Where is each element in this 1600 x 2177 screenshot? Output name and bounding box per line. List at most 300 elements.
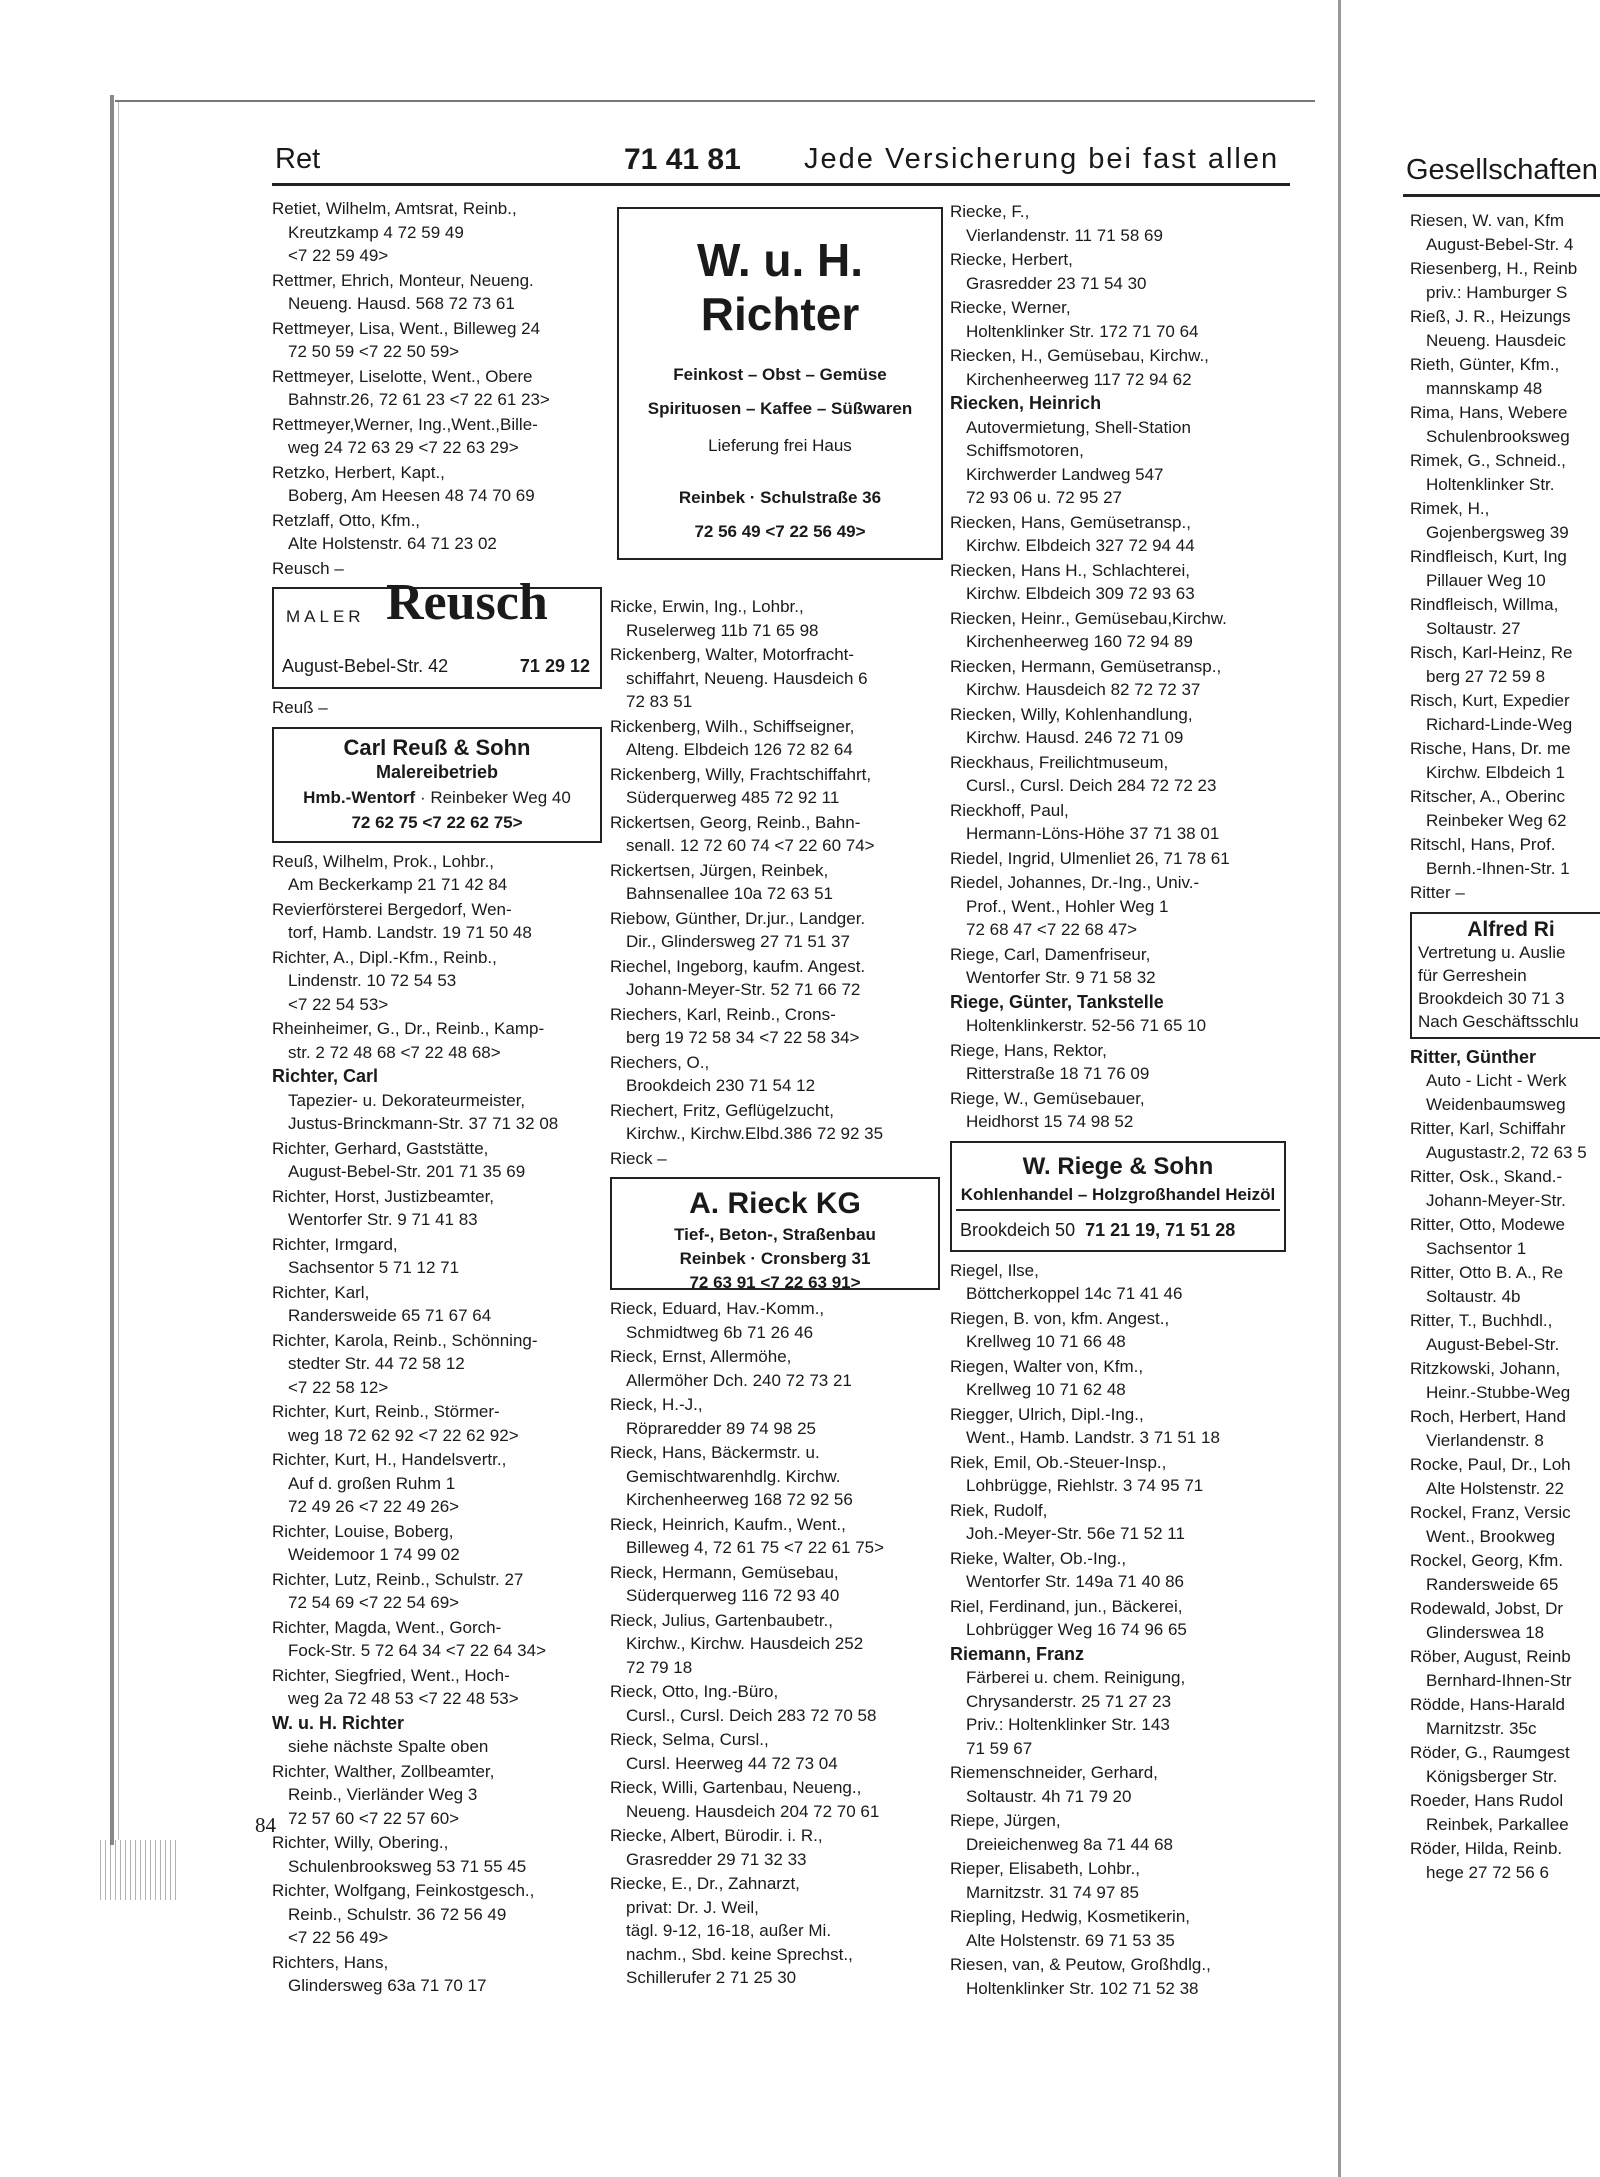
directory-entry [610, 955, 940, 1002]
entry-detail: Schiffsmotoren, [966, 441, 1084, 460]
column-4 [1410, 209, 1600, 1885]
directory-entry [272, 1951, 602, 1998]
entry-detail: mannskamp 48 [1426, 378, 1543, 398]
entry-name: Richter, Horst, Justizbeamter, [272, 1186, 495, 1206]
directory-entry [1410, 1046, 1600, 1117]
entry-name: Richter, Walther, Zollbeamter, [272, 1761, 495, 1781]
entry-name: Rieck, Otto, Ing.-Büro, [610, 1682, 779, 1701]
directory-entry [950, 991, 1286, 1038]
entry-detail: Heinr.-Stubbe-Weg [1426, 1382, 1571, 1402]
entry-detail: Schillerufer 2 71 25 30 [626, 1968, 797, 1987]
entry-detail: Fock-Str. 5 72 64 34 <7 22 64 34> [288, 1641, 547, 1660]
entry-detail: Reinb., Schulstr. 36 72 56 49 [288, 1904, 507, 1924]
entry-detail: Reinbek, Parkallee [1426, 1814, 1569, 1834]
directory-entry [610, 1513, 940, 1560]
header-range: Ret [275, 143, 321, 175]
directory-entry [610, 1776, 940, 1823]
ad-reusch [272, 574, 602, 689]
entry-detail: Glindersweg 63a 71 70 17 [288, 1976, 487, 1995]
ad-richter-name: W. u. H. Richter [696, 234, 864, 340]
directory-entry [950, 1499, 1286, 1546]
entry-name: Rodewald, Jobst, Dr [1410, 1599, 1564, 1618]
directory-entry [1410, 689, 1600, 736]
entry-name: Riege, Günter, Tankstelle [950, 991, 1164, 1012]
entry-name: Riesen, W. van, Kfm [1410, 211, 1564, 230]
entry-detail: Holtenklinkerstr. 52-56 71 65 10 [966, 1016, 1207, 1035]
entry-detail: August-Bebel-Str. [1426, 1334, 1560, 1354]
directory-entry [950, 847, 1286, 871]
entry-detail: weg 24 72 63 29 <7 22 63 29> [288, 438, 519, 457]
entry-detail: Schulenbrooksweg 53 71 55 45 [288, 1856, 527, 1876]
directory-entry [610, 1680, 940, 1727]
entry-name: Rettmeyer, Liselotte, Went., Obere [272, 366, 533, 386]
entry-detail: Glinderswea 18 [1426, 1622, 1545, 1642]
entry-detail: Lohbrügger Weg 16 74 96 65 [966, 1620, 1187, 1639]
directory-entry [1410, 1117, 1600, 1164]
ad-reuss-street: · Reinbeker Weg 40 [415, 787, 571, 807]
directory-entry [1410, 1837, 1600, 1884]
entry-detail: nachm., Sbd. keine Sprechst., [626, 1944, 853, 1964]
entry-detail: stedter Str. 44 72 58 12 [288, 1354, 465, 1373]
directory-entry [1410, 1453, 1600, 1500]
entry-detail: Johann-Meyer-Str. [1426, 1190, 1566, 1210]
entry-name: Röder, G., Raumgest [1410, 1743, 1570, 1762]
entry-list [610, 1297, 940, 1990]
entry-detail: Kirchw. Elbdeich 309 72 93 63 [966, 584, 1195, 603]
entry-detail: 72 50 59 <7 22 50 59> [288, 342, 460, 361]
directory-entry [950, 1905, 1286, 1952]
directory-entry [610, 1393, 940, 1440]
directory-entry [272, 413, 602, 460]
directory-entry [1410, 1357, 1600, 1404]
directory-entry [272, 1065, 602, 1136]
directory-entry [950, 1595, 1286, 1642]
entry-detail: Soltaustr. 4h 71 79 20 [966, 1786, 1132, 1806]
directory-entry [1410, 737, 1600, 784]
ad-riege-street: Brookdeich 50 [960, 1219, 1076, 1240]
directory-entry [610, 1824, 940, 1871]
ad-riege [950, 1141, 1286, 1252]
entry-name: Richter, Lutz, Reinb., Schulstr. 27 [272, 1569, 524, 1589]
entry-detail: tägl. 9-12, 16-18, außer Mi. [626, 1921, 832, 1940]
entry-detail: Billeweg 4, 72 61 75 <7 22 61 75> [626, 1538, 885, 1557]
directory-entry [272, 1831, 602, 1878]
directory-entry [1410, 881, 1600, 905]
directory-entry [950, 392, 1286, 510]
entry-name: Riecke, Albert, Bürodir. i. R., [610, 1826, 823, 1845]
entry-detail: Kirchw., Kirchw.Elbd.386 72 92 35 [626, 1124, 884, 1143]
entry-name: Riedel, Johannes, Dr.-Ing., Univ.- [950, 873, 1200, 892]
entry-detail: Holtenklinker Str. 102 71 52 38 [966, 1978, 1199, 1998]
entry-name: Retzlaff, Otto, Kfm., [272, 510, 421, 530]
entry-name: Riemenschneider, Gerhard, [950, 1763, 1158, 1782]
entry-detail: Reinb., Vierländer Weg 3 [288, 1785, 478, 1804]
directory-entry [272, 1400, 602, 1447]
directory-entry [1410, 497, 1600, 544]
entry-detail: Kirchenheerweg 168 72 92 56 [626, 1490, 853, 1509]
directory-entry [950, 1547, 1286, 1594]
entry-name: Rickertsen, Jürgen, Reinbek, [610, 860, 829, 880]
entry-detail: August-Bebel-Str. 4 [1426, 234, 1574, 254]
entry-detail: Went., Brookweg [1426, 1526, 1556, 1546]
directory-entry [1410, 257, 1600, 304]
entry-detail: Kirchenheerweg 117 72 94 62 [966, 369, 1192, 389]
ad-reusch-phone: 71 29 12 [519, 656, 590, 676]
ad-reuss-town: Hmb.-Wentorf [303, 787, 416, 807]
directory-entry [610, 1609, 940, 1680]
ad-richter-line2: Spirituosen – Kaffee – Süßwaren [647, 399, 913, 418]
entry-name: Richter, Willy, Obering., [272, 1833, 449, 1852]
directory-entry [610, 1147, 940, 1171]
entry-name: Rockel, Franz, Versic [1410, 1503, 1571, 1522]
entry-detail: Süderquerweg 116 72 93 40 [626, 1586, 840, 1605]
entry-detail: <7 22 58 12> [288, 1377, 389, 1397]
entry-detail: Randersweide 65 71 67 64 [288, 1306, 492, 1325]
directory-entry [950, 1259, 1286, 1306]
entry-detail: Gojenbergsweg 39 [1426, 522, 1569, 542]
ad-alfred-line2: für Gerreshein [1418, 965, 1527, 985]
entry-detail: Cursl., Cursl. Deich 284 72 72 23 [966, 776, 1217, 795]
entry-detail: Boberg, Am Heesen 48 74 70 69 [288, 486, 535, 505]
ad-richter-line3: Lieferung frei Haus [708, 436, 852, 455]
entry-detail: 72 83 51 [626, 692, 693, 711]
entry-detail: Holtenklinker Str. 172 71 70 64 [966, 321, 1199, 341]
directory-entry [610, 1003, 940, 1050]
entry-detail: weg 18 72 62 92 <7 22 62 92> [288, 1425, 519, 1445]
directory-entry [610, 763, 940, 810]
ad-richter-address: Reinbek · Schulstraße 36 [678, 488, 882, 507]
entry-detail: Gemischtwarenhdlg. Kirchw. [626, 1466, 841, 1486]
directory-entry [1410, 305, 1600, 352]
entry-detail: schiffahrt, Neueng. Hausdeich 6 [626, 668, 868, 688]
directory-entry [1410, 449, 1600, 496]
directory-entry [610, 907, 940, 954]
entry-name: Rische, Hans, Dr. me [1410, 739, 1571, 758]
directory-entry [950, 1953, 1286, 2000]
entry-detail: <7 22 54 53> [288, 994, 389, 1014]
directory-entry [950, 1355, 1286, 1402]
entry-name: Ritzkowski, Johann, [1410, 1359, 1561, 1378]
entry-detail: Am Beckerkamp 21 71 42 84 [288, 875, 508, 894]
entry-name: Rindfleisch, Kurt, Ing [1410, 547, 1567, 566]
entry-name: Reuß, Wilhelm, Prok., Lohbr., [272, 851, 495, 871]
directory-entry [1410, 209, 1600, 256]
entry-name: Riek, Rudolf, [950, 1500, 1048, 1520]
entry-name: Risch, Karl-Heinz, Re [1410, 643, 1573, 662]
entry-detail: Auf d. großen Ruhm 1 [288, 1473, 456, 1493]
directory-entry [272, 1448, 602, 1519]
directory-entry [1410, 1165, 1600, 1212]
entry-name: Riege, W., Gemüsebauer, [950, 1088, 1145, 1108]
entry-list [1410, 1046, 1600, 1885]
entry-detail: Cursl. Heerweg 44 72 73 04 [626, 1753, 838, 1773]
directory-entry [610, 1441, 940, 1512]
entry-detail: Sachsentor 5 71 12 71 [288, 1258, 460, 1277]
page-number: 84 [255, 1813, 276, 1837]
entry-detail: Alte Holstenstr. 69 71 53 35 [966, 1930, 1175, 1950]
entry-detail: Alte Holstenstr. 22 [1426, 1478, 1564, 1498]
entry-detail: Kreutzkamp 4 72 59 49 [288, 222, 464, 242]
entry-detail: Reinbeker Weg 62 [1426, 810, 1567, 830]
ad-alfred-line4: Nach Geschäftsschlu [1418, 1011, 1579, 1031]
directory-entry [1410, 401, 1600, 448]
ad-richter-line1: Feinkost – Obst – Gemüse [673, 365, 887, 384]
entry-detail: 72 57 60 <7 22 57 60> [288, 1808, 460, 1828]
ad-riege-sub: Kohlenhandel – Holzgroßhandel Heizöl [956, 1183, 1280, 1211]
directory-entry [950, 1403, 1286, 1450]
entry-name: Riel, Ferdinand, jun., Bäckerei, [950, 1596, 1183, 1616]
entry-name: Riegel, Ilse, [950, 1260, 1039, 1280]
entry-detail: Pillauer Weg 10 [1426, 570, 1546, 590]
directory-entry [272, 1712, 602, 1759]
entry-name: Riesenberg, H., Reinb [1410, 259, 1578, 278]
page-header [272, 143, 1290, 183]
directory-entry [950, 248, 1286, 295]
entry-name: Riegen, B. von, kfm. Angest., [950, 1308, 1170, 1328]
entry-detail: <7 22 56 49> [288, 1928, 389, 1947]
entry-name: Rieck, Ernst, Allermöhe, [610, 1347, 792, 1366]
ad-alfred-name: Alfred Ri [1467, 917, 1555, 941]
directory-entry [1410, 545, 1600, 592]
entry-name: Ritter, Günther [1410, 1046, 1537, 1067]
entry-detail: Autovermietung, Shell-Station [966, 417, 1191, 437]
entry-detail: Heidhorst 15 74 98 52 [966, 1112, 1134, 1131]
entry-name: Ritter, T., Buchhdl., [1410, 1311, 1553, 1330]
entry-detail: Bahnsenallee 10a 72 63 51 [626, 884, 834, 903]
directory-entry [1410, 1645, 1600, 1692]
entry-detail: Wentorfer Str. 149a 71 40 86 [966, 1572, 1184, 1591]
entry-detail: torf, Hamb. Landstr. 19 71 50 48 [288, 923, 532, 942]
entry-name: Risch, Kurt, Expedier [1410, 691, 1570, 710]
entry-name: Roch, Herbert, Hand [1410, 1407, 1566, 1426]
entry-detail: Brookdeich 230 71 54 12 [626, 1076, 816, 1095]
ad-rieck-name: A. Rieck KG [689, 1187, 861, 1220]
entry-detail: Färberei u. chem. Reinigung, [966, 1668, 1186, 1687]
entry-detail: Vierlandenstr. 11 71 58 69 [966, 225, 1163, 245]
directory-entry [950, 607, 1286, 654]
directory-entry [1410, 785, 1600, 832]
directory-entry [950, 655, 1286, 702]
entry-detail: Johann-Meyer-Str. 52 71 66 72 [626, 980, 861, 999]
entry-name: Riege, Carl, Damenfriseur, [950, 944, 1151, 964]
directory-entry [610, 1297, 940, 1344]
ad-alfred-line3: Brookdeich 30 71 3 [1418, 988, 1565, 1008]
entry-detail: Hermann-Löns-Höhe 37 71 38 01 [966, 824, 1220, 843]
entry-detail: August-Bebel-Str. 201 71 35 69 [288, 1162, 526, 1181]
entry-label [272, 696, 602, 720]
directory-entry [950, 344, 1286, 391]
entry-name: Rettmer, Ehrich, Monteur, Neueng. [272, 270, 534, 290]
entry-name: Richter, Karl, [272, 1282, 370, 1302]
entry-name: Richter, Louise, Boberg, [272, 1521, 454, 1541]
entry-name: W. u. H. Richter [272, 1712, 405, 1733]
entry-name: Roeder, Hans Rudol [1410, 1791, 1564, 1810]
entry-detail: Augustastr.2, 72 63 5 [1426, 1142, 1587, 1162]
directory-entry [950, 1307, 1286, 1354]
header-right: Gesellschaften [1406, 154, 1598, 186]
scan-top-edge [115, 100, 1315, 102]
entry-name: Rettmeyer,Werner, Ing.,Went.,Bille- [272, 414, 538, 434]
entry-name: Richter, Kurt, H., Handelsvertr., [272, 1450, 507, 1469]
entry-detail: Priv.: Holtenklinker Str. 143 [966, 1715, 1170, 1734]
entry-name: Ricke, Erwin, Ing., Lohbr., [610, 597, 804, 616]
entry-detail: Holtenklinker Str. [1426, 474, 1555, 494]
directory-entry [1410, 593, 1600, 640]
header-rule [272, 183, 1290, 186]
entry-name: Ritschl, Hans, Prof. [1410, 835, 1556, 854]
entry-name: Ritscher, A., Oberinc [1410, 787, 1565, 806]
entry-detail: Allermöher Dch. 240 72 73 21 [626, 1370, 852, 1390]
entry-detail: weg 2a 72 48 53 <7 22 48 53> [288, 1689, 519, 1708]
entry-detail: str. 2 72 48 68 <7 22 48 68> [288, 1042, 501, 1062]
directory-entry [272, 850, 602, 897]
entry-name: Retzko, Herbert, Kapt., [272, 462, 445, 482]
entry-name: Riege, Hans, Rektor, [950, 1040, 1107, 1060]
entry-name: Riegger, Ulrich, Dipl.-Ing., [950, 1404, 1144, 1424]
entry-name: Riecke, E., Dr., Zahnarzt, [610, 1874, 800, 1893]
directory-entry [1410, 1405, 1600, 1452]
entry-name: Richter, Magda, Went., Gorch- [272, 1617, 502, 1637]
entry-detail: berg 27 72 59 8 [1426, 666, 1546, 686]
directory-entry [950, 1761, 1286, 1808]
directory-entry [610, 1051, 940, 1098]
entry-detail: 72 68 47 <7 22 68 47> [966, 920, 1138, 939]
directory-entry [272, 1760, 602, 1831]
entry-name: Rieck, Willi, Gartenbau, Neueng., [610, 1778, 862, 1797]
directory-entry [272, 1520, 602, 1567]
entry-name: Richter, A., Dipl.-Kfm., Reinb., [272, 947, 497, 967]
entry-name: Riebow, Günther, Dr.jur., Landger. [610, 908, 866, 928]
directory-entry [950, 703, 1286, 750]
directory-entry [272, 1137, 602, 1184]
directory-entry [1410, 1309, 1600, 1356]
directory-entry [610, 1099, 940, 1146]
entry-list [950, 1259, 1286, 2001]
entry-name: Riecken, Hans, Gemüsetransp., [950, 512, 1191, 532]
entry-name: Revierförsterei Bergedorf, Wen- [272, 899, 512, 919]
entry-detail: Lindenstr. 10 72 54 53 [288, 971, 457, 990]
header-right-rule [1403, 194, 1600, 197]
ad-riege-name: W. Riege & Sohn [1022, 1152, 1214, 1180]
entry-name: Riecken, Hans H., Schlachterei, [950, 560, 1190, 580]
entry-detail: Dreieichenweg 8a 71 44 68 [966, 1834, 1173, 1854]
directory-entry [610, 811, 940, 858]
directory-entry [950, 1087, 1286, 1134]
directory-entry [610, 643, 940, 714]
directory-entry [272, 1017, 602, 1064]
entry-detail: Neueng. Hausdeich 204 72 70 61 [626, 1801, 880, 1821]
entry-detail: berg 19 72 58 34 <7 22 58 34> [626, 1028, 860, 1047]
entry-name: Riedel, Ingrid, Ulmenliet 26, 71 78 61 [950, 848, 1230, 868]
entry-name: Rindfleisch, Willma, [1410, 595, 1559, 614]
directory-entry [1410, 1501, 1600, 1548]
directory-entry [1410, 1261, 1600, 1308]
entry-list [610, 595, 940, 1170]
entry-name: Riepling, Hedwig, Kosmetikerin, [950, 1907, 1190, 1926]
entry-name: Rieck, Heinrich, Kaufm., Went., [610, 1514, 846, 1534]
entry-name: Rheinheimer, G., Dr., Reinb., Kamp- [272, 1019, 545, 1038]
entry-list [1410, 209, 1600, 905]
entry-name: Rieper, Elisabeth, Lohbr., [950, 1859, 1140, 1878]
entry-name: Riegen, Walter von, Kfm., [950, 1356, 1144, 1376]
entry-name: Ritter, Osk., Skand.- [1410, 1167, 1563, 1186]
directory-entry [950, 200, 1286, 247]
entry-name: Richters, Hans, [272, 1952, 389, 1972]
entry-name: Riecken, Heinrich [950, 393, 1102, 413]
entry-name: Riecke, Herbert, [950, 250, 1073, 269]
entry-detail: Cursl., Cursl. Deich 283 72 70 58 [626, 1705, 877, 1725]
entry-detail: Grasredder 23 71 54 30 [966, 273, 1147, 293]
directory-entry [1410, 353, 1600, 400]
entry-name: Richter, Siegfried, Went., Hoch- [272, 1665, 510, 1685]
entry-name: Rieck, Julius, Gartenbaubetr., [610, 1610, 834, 1630]
directory-entry [272, 1664, 602, 1711]
entry-detail: Alte Holstenstr. 64 71 23 02 [288, 534, 497, 553]
entry-detail: Soltaustr. 27 [1426, 618, 1521, 638]
directory-entry [272, 197, 602, 268]
entry-detail: 71 59 67 [966, 1738, 1033, 1758]
entry-detail: Marnitzstr. 35c [1426, 1718, 1537, 1738]
entry-name: Ritter – [1410, 883, 1465, 902]
entry-detail: priv.: Hamburger S [1426, 282, 1568, 302]
ad-reusch-address: August-Bebel-Str. 42 [282, 656, 449, 676]
entry-detail: Königsberger Str. [1426, 1766, 1558, 1786]
entry-detail: Auto - Licht - Werk [1426, 1071, 1567, 1090]
entry-name: Riechel, Ingeborg, kaufm. Angest. [610, 956, 866, 976]
entry-name: Ritter, Karl, Schiffahr [1410, 1119, 1566, 1138]
entry-name: Reusch – [272, 558, 344, 578]
ad-reuss [272, 727, 602, 843]
directory-entry [950, 1857, 1286, 1904]
entry-detail: Joh.-Meyer-Str. 56e 71 52 11 [966, 1524, 1185, 1543]
entry-detail: Böttcherkoppel 14c 71 41 46 [966, 1284, 1183, 1303]
directory-entry [950, 943, 1286, 990]
directory-entry [950, 799, 1286, 846]
entry-detail: Sachsentor 1 [1426, 1238, 1527, 1258]
entry-name: Rimek, H., [1410, 499, 1490, 518]
entry-name: Rieth, Günter, Kfm., [1410, 355, 1560, 374]
entry-name: Rieckhaus, Freilichtmuseum, [950, 752, 1169, 772]
entry-name: Rödde, Hans-Harald [1410, 1695, 1565, 1714]
entry-detail: Prof., Went., Hohler Weg 1 [966, 896, 1169, 916]
entry-detail: Kirchw., Kirchw. Hausdeich 252 [626, 1634, 864, 1653]
entry-detail: Alteng. Elbdeich 126 72 82 64 [626, 740, 853, 759]
scan-edge-inner [118, 100, 119, 1840]
entry-name: Röber, August, Reinb [1410, 1647, 1571, 1666]
entry-name: Rieck, H.-J., [610, 1395, 703, 1414]
entry-list [272, 197, 602, 580]
entry-name: Röder, Hilda, Reinb. [1410, 1839, 1563, 1858]
entry-detail: Kirchenheerweg 160 72 94 89 [966, 632, 1193, 651]
entry-detail: Justus-Brinckmann-Str. 37 71 32 08 [288, 1114, 559, 1133]
entry-name: Rieckhoff, Paul, [950, 800, 1069, 820]
column-2 [610, 595, 940, 1991]
entry-detail: Kirchwerder Landweg 547 [966, 464, 1164, 484]
entry-name: Ritter, Otto B. A., Re [1410, 1263, 1564, 1282]
entry-name: Rockel, Georg, Kfm. [1410, 1551, 1564, 1570]
entry-name: Rieck – [610, 1148, 667, 1168]
directory-entry [1410, 1741, 1600, 1788]
entry-detail: Vierlandenstr. 8 [1426, 1430, 1544, 1450]
entry-name: Rocke, Paul, Dr., Loh [1410, 1455, 1571, 1474]
directory-entry [950, 559, 1286, 606]
entry-detail: Wentorfer Str. 9 71 41 83 [288, 1210, 478, 1229]
entry-detail: Ruselerweg 11b 71 65 98 [626, 620, 819, 640]
entry-detail: Chrysanderstr. 25 71 27 23 [966, 1691, 1172, 1711]
entry-detail: privat: Dr. J. Weil, [626, 1897, 759, 1917]
directory-entry [272, 946, 602, 1017]
entry-detail: Bernh.-Ihnen-Str. 1 [1426, 858, 1570, 878]
